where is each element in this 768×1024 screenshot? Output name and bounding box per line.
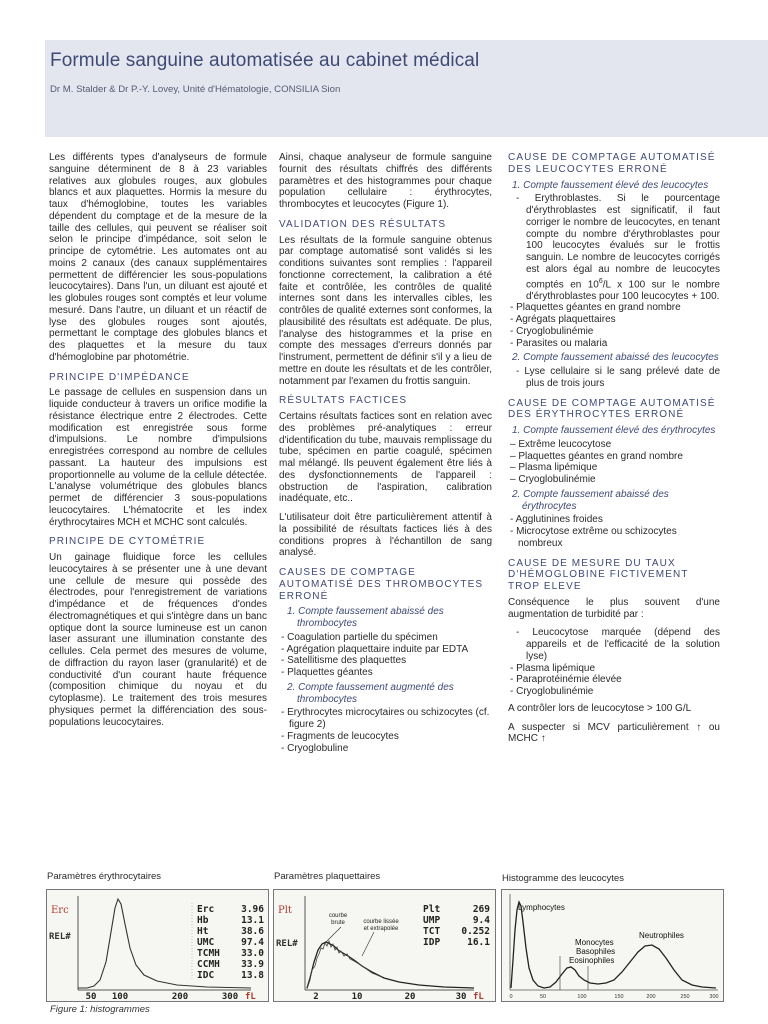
raw-curve xyxy=(307,941,382,989)
list-ery-abaisse xyxy=(508,514,720,549)
article-authors: Dr M. Stalder & Dr P.-Y. Lovey, Unité d'Hématologie, CONSILIA Sion xyxy=(50,84,341,95)
caption-plaquettes: Paramètres plaquettaires xyxy=(274,871,381,882)
list-ery-eleve xyxy=(508,439,720,486)
list-item: – Plaquettes géantes en grand nombre xyxy=(508,451,720,463)
list-item: - Plaquettes géantes en grand nombre xyxy=(508,302,720,314)
tick-label: 10 xyxy=(351,992,363,1001)
platelet-ticks xyxy=(313,992,484,1001)
smoothed-curve xyxy=(307,942,474,988)
section-heading-thrombocytes: CAUSES DE COMPTAGE AUTOMATISÉ DES THROMBOCYTES ERRONÉ xyxy=(279,567,484,602)
leucocyte-ticks xyxy=(509,994,718,1000)
erythrocyte-params xyxy=(197,904,264,981)
section-heading-erythrocytes: CAUSE DE COMPTAGE AUTOMATISÉ DES ÉRYTHROCYTES ERRONÉ xyxy=(508,397,716,421)
text-column-3 xyxy=(508,152,720,752)
population-label: Lymphocytes xyxy=(518,903,565,912)
rel-label: REL# xyxy=(49,932,71,942)
param-value: 3.96 xyxy=(241,904,264,915)
list-item: – Extrême leucocytose xyxy=(508,439,720,451)
list-item: - Plaquettes géantes xyxy=(279,667,492,679)
param-label: TCT xyxy=(423,926,441,937)
tick-label: 50 xyxy=(539,994,547,1000)
population-label: Eosinophiles xyxy=(569,956,615,965)
erythroblastes-text-b: /L x 100 sur le nombre d'érythroblastes pour 100 leucocytes + 100. xyxy=(526,278,720,302)
annotation-label: courbe lissée xyxy=(363,919,399,925)
annotation-label: brute xyxy=(331,920,345,926)
param-label: UMC xyxy=(197,937,215,948)
list-item: - Lyse cellulaire si le sang prélevé date de plus de trois jours xyxy=(508,366,720,390)
annotation-label: courbe xyxy=(328,913,348,919)
param-value: 33.0 xyxy=(241,948,264,959)
figure-caption: Figure 1: histogrammes xyxy=(50,1004,150,1015)
article-title: Formule sanguine automatisée au cabinet médical xyxy=(50,50,480,71)
list-leuco-abaisse xyxy=(508,366,720,390)
list-item: - Cryoglobulinémie xyxy=(508,686,720,698)
list-item: - Cryoglobuline xyxy=(279,743,492,755)
param-label: Erc xyxy=(197,904,215,915)
param-value: 97.4 xyxy=(241,937,264,948)
subheading-leuco-abaisse: 2. Compte faussement abaissé des leucocytes xyxy=(512,352,719,364)
platelet-annotations xyxy=(329,913,400,932)
annotation-line xyxy=(326,927,341,942)
section-heading-impedance: PRINCIPE D'IMPÉDANCE xyxy=(49,371,190,383)
param-label: IDP xyxy=(423,937,441,948)
list-item: - Cryoglobulinémie xyxy=(508,326,720,338)
exponent: 6 xyxy=(598,277,603,285)
list-item: - Satellitisme des plaquettes xyxy=(279,655,492,667)
cytometrie-paragraph: Un gainage fluidique force les cellules leucocytaires à se présenter une à une devant une cellule de mesure qui possède des électrodes, pour l'enregistrement de variations d'impédance et de fréquences d'ondes électromagnétiques et qui s'intègre dans un banc optique dont la source lumineuse est un canon laser assurant une illumination constante des cellules. Cela permet des mesures de volume, de diffraction du rayon laser (granularité) et de conductivité d'un courant haute fréquence (composition chimique du noyau et du cytoplasme). Le traitement des trois mesures physiques permet la différenciation des sous-populations leucocytaires. xyxy=(49,552,267,728)
population-label: Monocytes xyxy=(575,938,614,947)
param-label: Ht xyxy=(197,926,209,937)
impedance-paragraph: Le passage de cellules en suspension dans un liquide conducteur à travers un orifice modifie la résistance électrique entre 2 électrodes. Cette modification est enregistrée sous forme d'impulsions. Le nombre d'impulsions enregistrées correspond au nombre de cellules passant. La hauteur des impulsions est proportionnelle au volume de la cellule détectée. L'analyse volumétrique des globules blancs permet de différencier 3 sous-populations leucocytaires. L'hématocrite et les index érythrocytaires MCH et MCHC sont calculés. xyxy=(49,387,267,528)
text-column-2 xyxy=(279,152,492,756)
turbidite-paragraph: Conséquence le plus souvent d'une augmentation de turbidité par : xyxy=(508,596,720,620)
section-heading-factices: RÉSULTATS FACTICES xyxy=(279,395,408,407)
list-item: - Paraprotéinémie élevée xyxy=(508,674,720,686)
list-item: - Parasites ou malaria xyxy=(508,338,720,350)
subheading-thrombo-abaisse: 1. Compte faussement abaissé des thrombocytes xyxy=(287,606,444,629)
unit-label: fL xyxy=(473,992,484,1001)
list-item: - Leucocytose marquée (dépend des appareils et de l'efficacité de la solution lyse) xyxy=(508,627,720,662)
tick-label: 30 xyxy=(455,992,467,1001)
tick-label: 250 xyxy=(680,994,690,1000)
caption-leucocytes: Histogramme des leucocytes xyxy=(502,873,624,884)
platelet-histogram xyxy=(273,889,496,1002)
platelet-params xyxy=(423,904,490,948)
caption-erythrocytes: Paramètres érythrocytaires xyxy=(47,871,162,882)
list-item: – Plasma lipémique xyxy=(508,462,720,474)
tick-label: 100 xyxy=(577,994,587,1000)
param-value: 16.1 xyxy=(467,937,490,948)
analyseur-paragraph: Ainsi, chaque analyseur de formule sanguine fournit des résultats chiffrés des différents paramètres et des histogrammes pour chaque population cellulaire : érythrocytes, thrombocytes et leucocytes (Figure 1). xyxy=(279,152,492,210)
param-label: IDC xyxy=(197,970,215,981)
section-heading-leucocytes: CAUSE DE COMPTAGE AUTOMATISÉ DES LEUCOCYTES ERRONÉ xyxy=(508,152,716,175)
param-value: 13.1 xyxy=(241,915,264,926)
factices-paragraph: Certains résultats factices sont en relation avec des problèmes pré-analytiques : erreur d'identification du tube, mauvais remplissage du tube, spécimen en partie coagulé, spécimen mal mélangé. Ils peuvent également être liés à des dysfonctionnements de l'appareil : obstruction de l'aspiration, calibration inadéquate, etc.. xyxy=(279,411,492,505)
param-label: Plt xyxy=(423,904,441,915)
tick-label: 0 xyxy=(509,994,513,1000)
article-header xyxy=(45,40,768,137)
section-heading-validation: VALIDATION DES RÉSULTATS xyxy=(279,218,447,230)
utilisateur-paragraph: L'utilisateur doit être particulièrement attentif à la possibilité de résultats factices liés à des conditions propres à l'échantillon de sang analysé. xyxy=(279,512,492,559)
tick-label: 20 xyxy=(404,992,416,1001)
population-label: Basophiles xyxy=(576,947,616,956)
list-item: - Coagulation partielle du spécimen xyxy=(279,632,492,644)
leucocyte-labels xyxy=(518,903,684,965)
subheading-ery-abaisse: 2. Compte faussement abaissé des érythrocytes xyxy=(512,488,669,512)
list-item: - Microcytose extrême ou schizocytes nombreux xyxy=(508,526,720,550)
erythrocyte-histogram-svg xyxy=(47,890,268,1001)
erythrocyte-histogram xyxy=(46,889,269,1002)
erythrocyte-ticks xyxy=(86,992,257,1001)
param-value: 269 xyxy=(472,904,490,915)
list-item: - Plasma lipémique xyxy=(508,663,720,675)
param-value: 9.4 xyxy=(472,915,490,926)
list-item: - Agrégats plaquettaires xyxy=(508,314,720,326)
param-value: 0.252 xyxy=(461,926,490,937)
erythroblastes-item xyxy=(508,193,720,302)
leucocyte-histogram xyxy=(501,889,724,1002)
param-label: TCMH xyxy=(197,948,220,959)
list-item: – Cryoglobulinémie xyxy=(508,474,720,486)
list-thrombo-augmente xyxy=(279,707,492,754)
list-item: - Agglutinines froides xyxy=(508,514,720,526)
list-leuco-eleve xyxy=(508,193,720,349)
platelet-histogram-svg xyxy=(274,890,495,1001)
tick-label: 100 xyxy=(111,992,129,1001)
intro-paragraph: Les différents types d'analyseurs de formule sanguine déterminent de 8 à 23 variables relatives aux globules rouges, aux globules blancs et aux plaquettes. Hormis la mesure du taux d'hémoglobine, toutes les variables dépendent du comptage et de la mesure de la taille des cellules, qui peuvent se réaliser soit selon le principe d'impédance, soit selon le principe de cytométrie. Les automates ont au moins 2 canaux (des canaux supplémentaires permettent de différencier les sous-populations leucocytaires). Dans l'un, un diluant est ajouté et les globules rouges sont comptés et leur volume mesuré. Dans l'autre, un diluant et un réactif de lyse des globules rouges sont ajoutés, permettant le comptage des globules blancs et des plaquettes et la mesure du taux d'hémoglobine par photométrie. xyxy=(49,152,267,363)
param-value: 33.9 xyxy=(241,959,264,970)
histogram-tag: Erc xyxy=(51,905,69,916)
param-label: Hb xyxy=(197,915,209,926)
erythrocyte-curve xyxy=(78,899,251,988)
subheading-thrombo-augmente: 2. Compte faussement augmenté des thrombocytes xyxy=(287,681,454,705)
list-item: - Agrégation plaquettaire induite par EDTA xyxy=(279,644,492,656)
population-label: Neutrophiles xyxy=(639,931,684,940)
validation-paragraph: Les résultats de la formule sanguine obtenus par comptage automatisé sont validés si les conditions suivantes sont remplies : l'appareil fonctionne correctement, la calibration a été faite et contrôlée, les contrôles de qualité internes sont dans les intervalles cibles, les contrôles de qualité externes sont conformes, la plausibilité des résultats est adéquate. De plus, l'analyse des histogrammes et la prise en compte des messages d'erreurs donnés par l'instrument, permettent de définir s'il y a lieu de mettre en doute les résultats et de les contrôler, notamment par l'examen du frottis sanguin. xyxy=(279,234,492,387)
list-item: - Erythrocytes microcytaires ou schizocytes (cf. figure 2) xyxy=(279,707,492,731)
suspecter-paragraph: A suspecter si MCV particulièrement ↑ ou MCHC ↑ xyxy=(508,721,720,745)
histogram-tag: Plt xyxy=(278,905,292,916)
param-value: 38.6 xyxy=(241,926,264,937)
tick-label: 200 xyxy=(646,994,656,1000)
tick-label: 50 xyxy=(85,992,97,1001)
annotation-label: et extrapolée xyxy=(363,926,399,932)
param-label: UMP xyxy=(423,915,441,926)
erythroblastes-text-a: Erythroblastes. Si le pourcentage d'érythroblastes est significatif, il faut corriger le nombre de leucocytes, en tenant compte du nombre d'érythroblastes pour 100 leucocytes évalués sur le frottis sanguin. Le nombre de leucocytes corrigés est alors égal au nombre de leucocytes comptés en 10 xyxy=(526,193,721,290)
rel-label: REL# xyxy=(276,939,298,949)
tick-label: 300 xyxy=(709,994,719,1000)
leucocyte-histogram-svg xyxy=(502,890,723,1001)
tick-label: 150 xyxy=(614,994,624,1000)
list-turbidite xyxy=(508,627,720,698)
section-heading-hemoglobine: CAUSE DE MESURE DU TAUX D'HÉMOGLOBINE FICTIVEMENT TROP ELEVE xyxy=(508,557,689,593)
param-value: 13.8 xyxy=(241,970,264,981)
tick-label: 2 xyxy=(313,992,319,1001)
annotation-line xyxy=(362,932,374,956)
list-thrombo-abaisse xyxy=(279,632,492,679)
tick-label: 200 xyxy=(171,992,189,1001)
subheading-leuco-eleve: 1. Compte faussement élevé des leucocytes xyxy=(512,179,709,191)
param-label: CCMH xyxy=(197,959,220,970)
tick-label: 300 xyxy=(221,992,239,1001)
unit-label: fL xyxy=(245,992,256,1001)
text-column-1 xyxy=(49,152,267,735)
controle-paragraph: A contrôler lors de leucocytose > 100 G/L xyxy=(508,702,692,714)
subheading-ery-eleve: 1. Compte faussement élevé des érythrocytes xyxy=(512,425,716,437)
list-item: - Fragments de leucocytes xyxy=(279,731,492,743)
section-heading-cytometrie: PRINCIPE DE CYTOMÉTRIE xyxy=(49,536,206,548)
